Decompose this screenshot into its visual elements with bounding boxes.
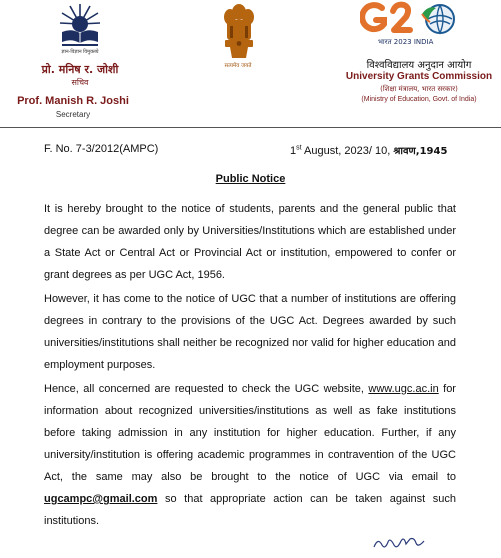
date-day: 1 xyxy=(290,145,297,157)
ministry-name: (Ministry of Education, Govt. of India) xyxy=(361,96,477,103)
header-divider xyxy=(0,127,501,128)
date-hindi: श्रावण,1945 xyxy=(393,146,448,157)
notice-heading: Public Notice xyxy=(215,173,286,185)
date-rest: August, 2023/ 10, xyxy=(301,145,394,157)
secretary-title: Secretary xyxy=(55,110,91,119)
email-link[interactable]: ugcampc@gmail.com xyxy=(44,493,158,505)
paragraph-2: However, it has come to the notice of UGC that a number of institutions are offering degrees in contrary to the provisions of the UGC Act. Degrees awarded by such universities/institutions shall neither be recognized nor valid for higher education and employment purposes. xyxy=(44,293,456,371)
file-number: F. No. 7-3/2012(AMPC) xyxy=(44,143,159,155)
g20-caption: भारत 2023 INDIA xyxy=(378,38,434,46)
secretary-title-hindi: सचिव xyxy=(71,78,89,87)
paragraph-3-intro: Hence, all concerned are requested to check the UGC website, xyxy=(44,383,369,395)
paragraph-3-end: so that appropriate action can be taken against such institutions. xyxy=(44,493,456,527)
national-motto: सत्यमेव जयते xyxy=(224,63,252,69)
ministry-hindi: (शिक्षा मंत्रालय, भारत सरकार) xyxy=(380,85,458,93)
national-emblem-logo xyxy=(222,2,256,65)
paragraph-3-body: for information about recognized universities/institutions as well as fake institutions before taking admission in any institution for higher education. Further, if any university/institution is offering academic programmes in contravention of the UGC Act, the same may also be brought to the notice of UGC via email to xyxy=(44,383,456,483)
secretary-name: Prof. Manish R. Joshi xyxy=(17,95,129,107)
org-name: University Grants Commission xyxy=(345,71,493,82)
ugc-website-link[interactable]: www.ugc.ac.in xyxy=(368,383,439,395)
notice-date xyxy=(290,143,447,157)
signature xyxy=(370,533,430,558)
g20-logo xyxy=(360,0,460,43)
emblem-caption: ज्ञान-विज्ञान विमुक्तये xyxy=(61,49,99,55)
paragraph-3 xyxy=(44,378,456,532)
org-name-hindi: विश्वविद्यालय अनुदान आयोग xyxy=(366,60,472,71)
ugc-emblem-logo xyxy=(58,2,102,53)
date-suffix: st xyxy=(296,144,302,152)
secretary-name-hindi: प्रो. मनिष र. जोशी xyxy=(41,63,119,76)
paragraph-1: It is hereby brought to the notice of students, parents and the general public that degree can be awarded only by Universities/Institutions which are established under a State Act or Central Act or Provincial Act or institution, empowered to confer or grant degrees as per UGC Act, 1956. xyxy=(44,203,456,281)
